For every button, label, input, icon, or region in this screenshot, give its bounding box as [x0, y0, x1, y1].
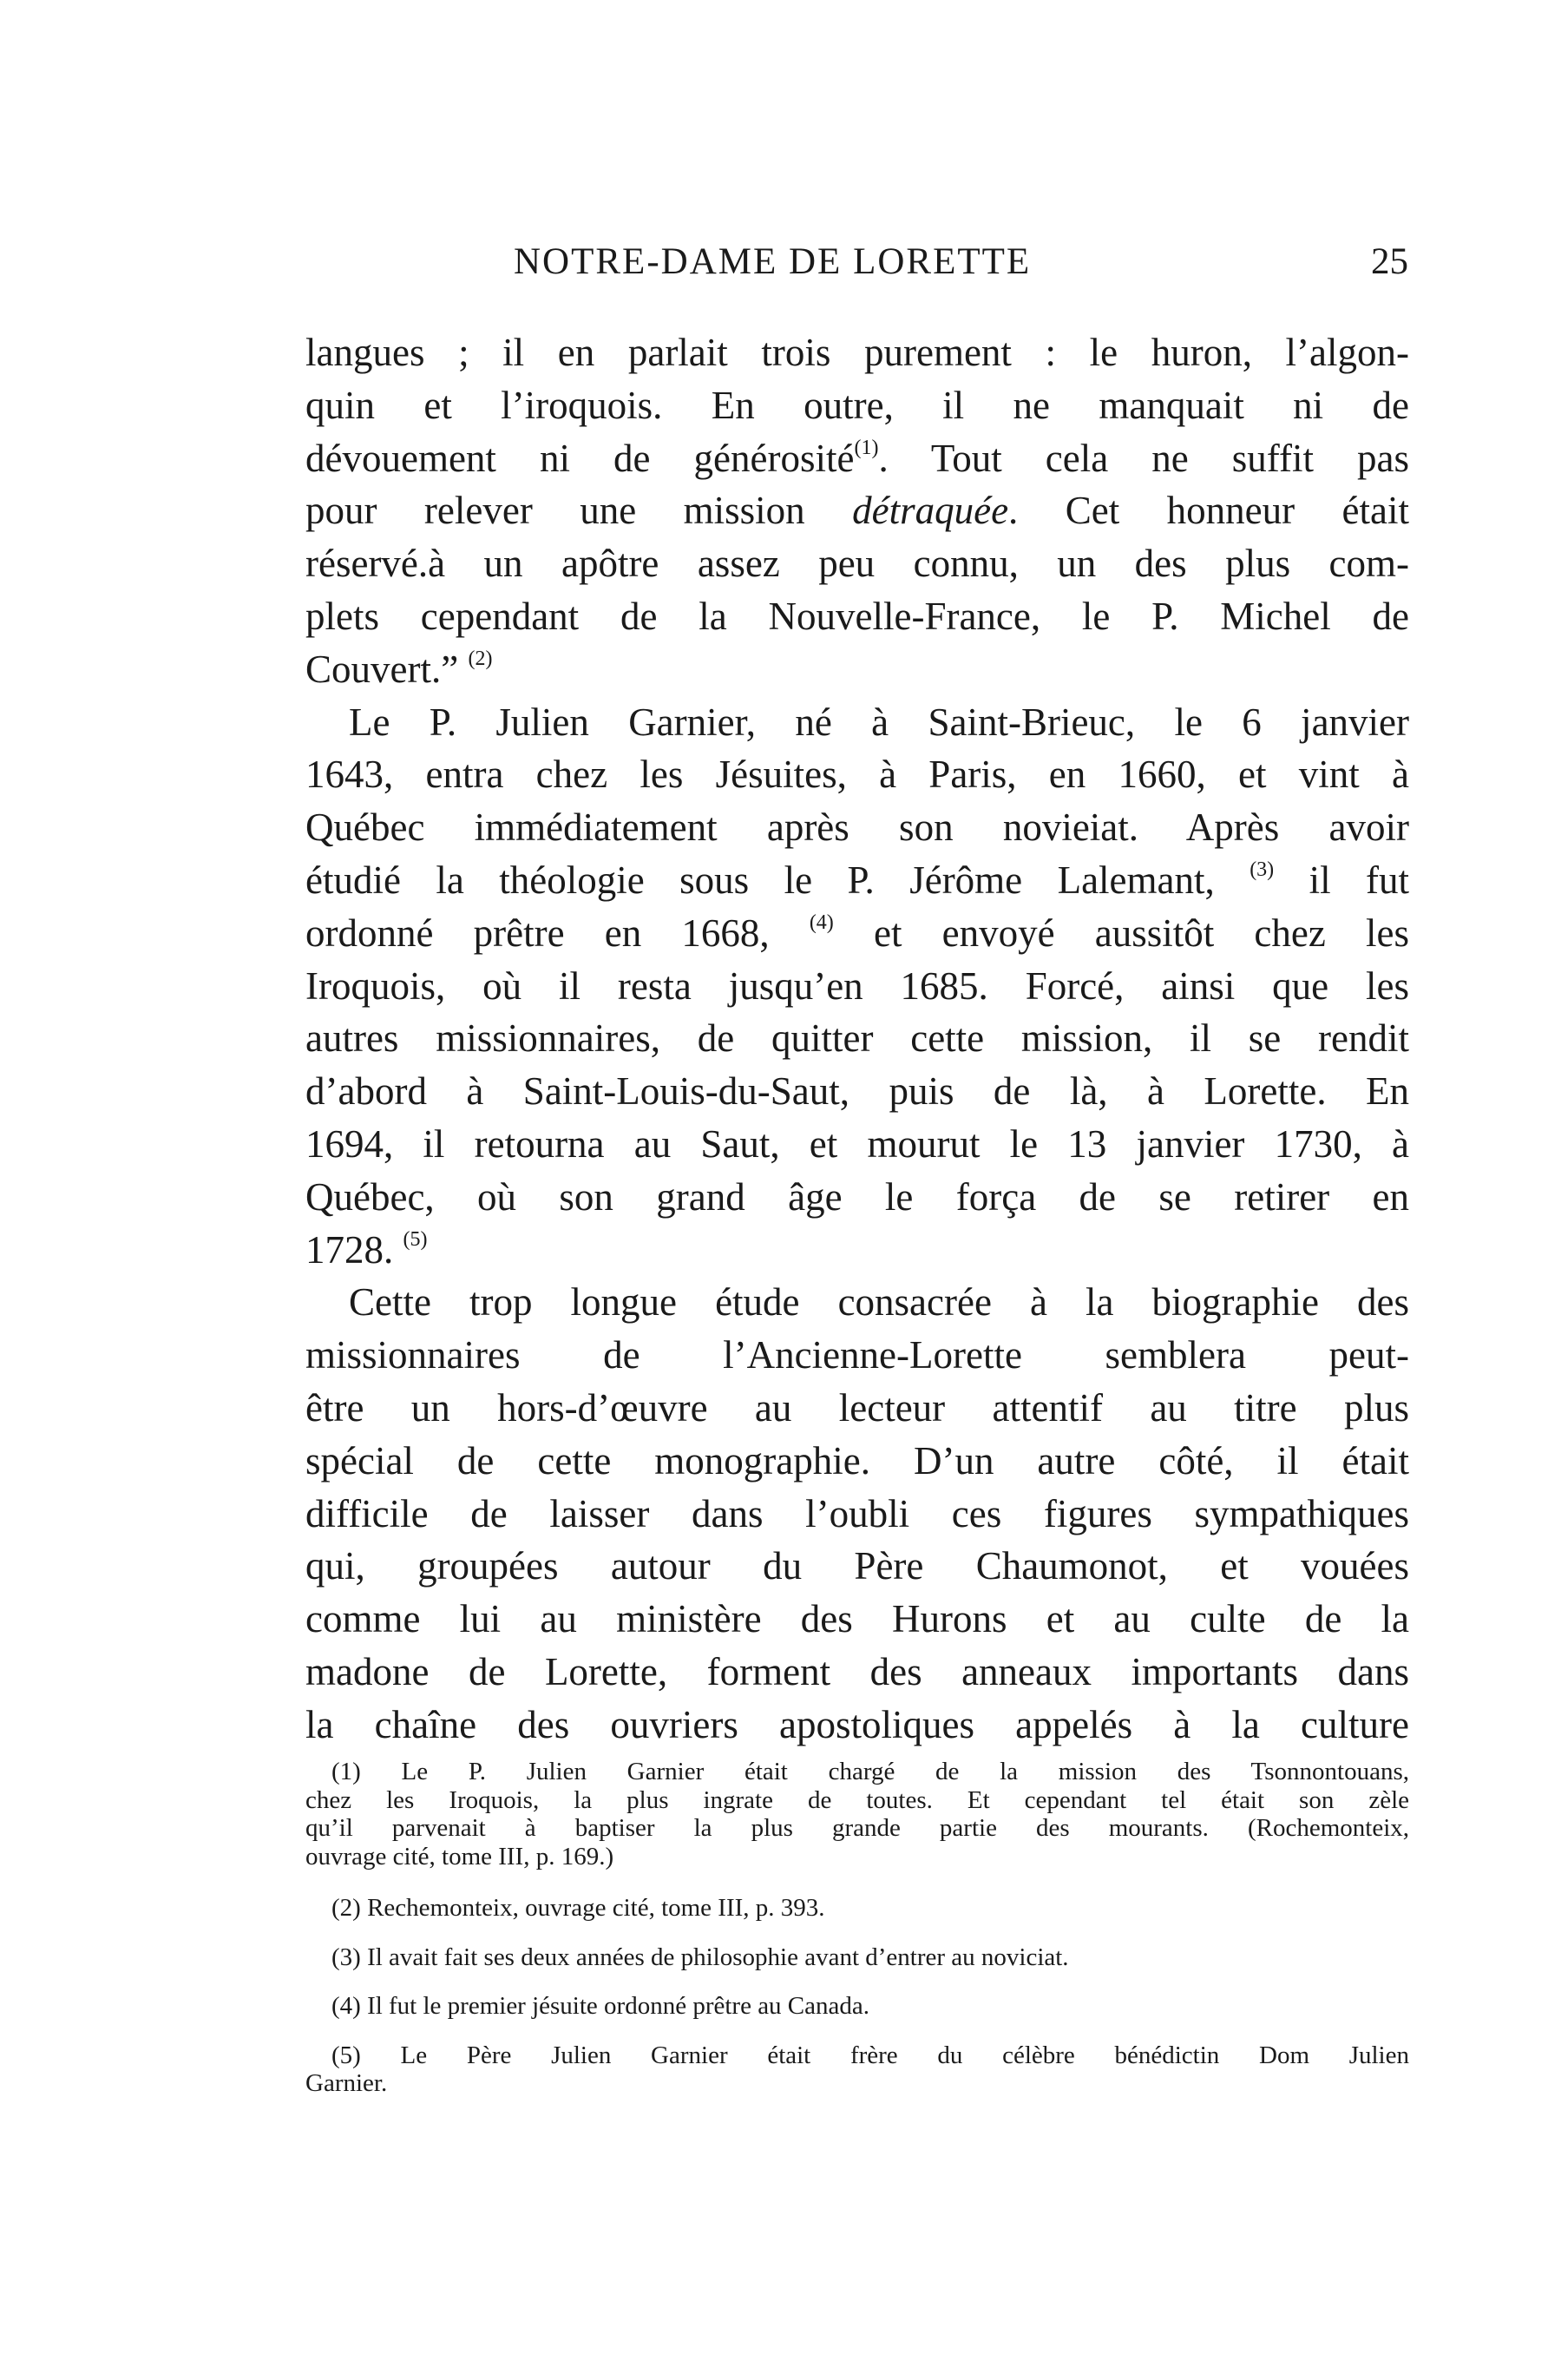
text-line: missionnaires de l’Ancienne-Lorette semblera peut- [305, 1333, 1409, 1377]
footnote-line: (3) Il avait fait ses deux années de philosophie avant d’entrer au noviciat. [331, 1943, 1069, 1971]
text-line: être un hors-d’œuvre au lecteur attentif au titre plus [305, 1385, 1409, 1430]
text-run: étudié la théologie sous le P. Jérôme Lalemant, [305, 858, 1215, 902]
text-line: la chaîne des ouvriers apostoliques appelés à la culture [305, 1702, 1409, 1746]
text-line: Le P. Julien Garnier, né à Saint-Brieuc, le 6 janvier [349, 700, 1409, 744]
text-line [305, 907, 1409, 960]
text-line: 1694, il retourna au Saut, et mourut le 13 janvier 1730, à [305, 1121, 1409, 1166]
text-line [305, 484, 1409, 537]
text-line: d’abord à Saint-Louis-du-Saut, puis de là, à Lorette. En [305, 1069, 1409, 1114]
footnote-ref: (2) [468, 647, 493, 670]
text-line: quin et l’iroquois. En outre, il ne manquait ni de [305, 383, 1409, 427]
text-line: plets cependant de la Nouvelle-France, le P. Michel de [305, 594, 1409, 638]
italic-term: détraquée [852, 489, 1009, 533]
footnote-line: Garnier. [305, 2069, 388, 2097]
text-line: Cette trop longue étude consacrée à la biographie des [349, 1280, 1409, 1325]
body-text [305, 326, 1409, 1752]
running-title: NOTRE-DAME DE LORETTE [514, 241, 1032, 282]
footnote-line: (4) Il fut le premier jésuite ordonné prêtre au Canada. [331, 1992, 870, 2020]
text-line: difficile de laisser dans l’oubli ces figures sympathiques [305, 1491, 1409, 1535]
text-line: comme lui au ministère des Hurons et au culte de la [305, 1597, 1409, 1641]
footnote-ref: (3) [1250, 858, 1275, 881]
text-run: il fut [1274, 858, 1410, 902]
footnote-ref: (4) [809, 911, 834, 934]
text-run: . Cet honneur était [1008, 489, 1409, 533]
text-line: Québec, où son grand âge le força de se retirer en [305, 1174, 1409, 1219]
footnote-line: qu’il parvenait à baptiser la plus grande partie des mourants. (Rochemonteix, [305, 1814, 1409, 1842]
text-line: réservé.à un apôtre assez peu connu, un des plus com- [305, 542, 1409, 586]
text-run: ordonné prêtre en 1668, [305, 911, 770, 955]
footnote-line: (5) Le Père Julien Garnier était frère du célèbre bénédictin Dom Julien [331, 2041, 1409, 2069]
footnote-line: chez les Iroquois, la plus ingrate de toutes. Et cependant tel était son zèle [305, 1785, 1409, 1814]
text-run: 1728. [305, 1227, 394, 1272]
text-line: langues ; il en parlait trois purement : le huron, l’algon- [305, 331, 1409, 374]
footnote-line: (1) Le P. Julien Garnier était chargé de la mission des Tsonnontouans, [331, 1758, 1409, 1785]
text-line: Québec immédiatement après son novieiat. Après avoir [305, 805, 1409, 850]
text-run: . Tout cela ne suffit pas [878, 436, 1409, 480]
text-line: madone de Lorette, forment des anneaux importants dans [305, 1649, 1409, 1693]
text-line: qui, groupées autour du Père Chaumonot, et vouées [305, 1544, 1409, 1588]
text-run: Couvert.” [305, 647, 459, 691]
text-line: autres missionnaires, de quitter cette mission, il se rendit [305, 1016, 1409, 1061]
page-number: 25 [1371, 241, 1408, 282]
text-run: et envoyé aussitôt chez les [833, 911, 1409, 955]
text-run: dévouement ni de générosité [305, 436, 855, 480]
running-header [308, 236, 1408, 288]
footnote-line: ouvrage cité, tome III, p. 169.) [305, 1842, 614, 1870]
footnote-ref: (1) [854, 436, 879, 459]
text-line: Iroquois, où il resta jusqu’en 1685. Forcé, ainsi que les [305, 963, 1409, 1008]
footnote-ref: (5) [403, 1227, 428, 1251]
text-line [305, 854, 1409, 907]
text-line [305, 643, 1409, 696]
text-line: spécial de cette monographie. D’un autre côté, il était [305, 1438, 1409, 1483]
text-line [305, 1224, 1409, 1277]
text-run: pour relever une mission [305, 489, 853, 533]
footnotes [305, 1758, 1409, 2098]
text-line [305, 432, 1409, 485]
text-line: 1643, entra chez les Jésuites, à Paris, en 1660, et vint à [305, 753, 1409, 797]
footnote-line: (2) Rechemonteix, ouvrage cité, tome III, p. 393. [331, 1894, 825, 1922]
